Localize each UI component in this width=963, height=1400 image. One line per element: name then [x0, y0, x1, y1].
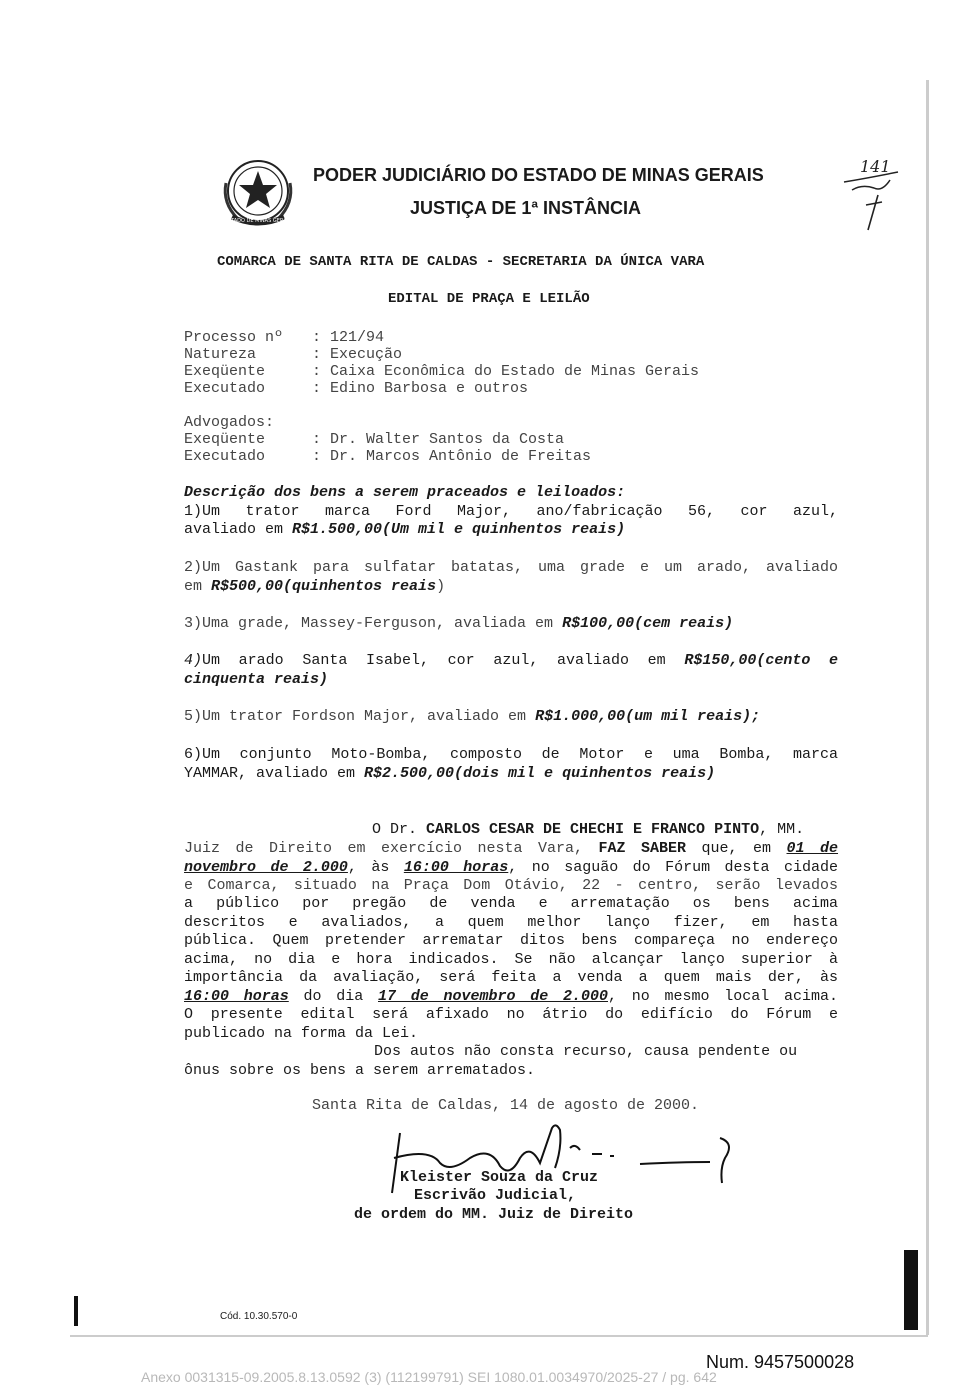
signer-order: de ordem do MM. Juiz de Direito [354, 1206, 634, 1223]
goods-item-2-suffix: ) [436, 578, 446, 595]
notice-line-11: O presente edital será afixado no átrio do edifício do Fórum e [184, 1006, 838, 1023]
notice-line-5: a público por pregão de venda e arrematação os bens acima [184, 895, 838, 912]
notice-line-1 [372, 821, 804, 838]
judge-name: CARLOS CESAR DE CHECHI E FRANCO PINTO [426, 821, 760, 838]
goods-item-4-line-1 [184, 652, 838, 671]
case-value-natureza: : Execução [312, 346, 403, 363]
goods-item-5-desc: 5)Um trator Fordson Major, avaliado em [184, 708, 536, 725]
footer-reference: Anexo 0031315-09.2005.8.13.0592 (3) (112199791) SEI 1080.01.0034970/2025-27 / pg. 642 [141, 1369, 717, 1385]
notice-line-7: pública. Quem pretender arrematar ditos bens compareça no endereço [184, 932, 838, 949]
goods-title: Descrição dos bens a serem praceados e leiloados: [184, 484, 626, 501]
document-title: EDITAL DE PRAÇA E LEILÃO [388, 291, 590, 307]
lawyer-value-exequente: : Dr. Walter Santos da Costa [312, 431, 565, 448]
goods-item-2-line-1: 2)Um Gastank para sulfatar batatas, uma grade e um arado, avaliado [184, 559, 838, 576]
case-label-natureza: Natureza [184, 346, 257, 363]
goods-item-6-line-1: 6)Um conjunto Moto-Bomba, composto de Motor e uma Bomba, marca [184, 746, 838, 763]
goods-item-6-line-2 [184, 765, 715, 782]
goods-item-3-desc: 3)Uma grade, Massey-Ferguson, avaliada em [184, 615, 563, 632]
notice-l2-c: que, em [686, 840, 787, 857]
scan-edge-right [926, 80, 929, 1335]
handwritten-page-number [838, 150, 908, 235]
goods-item-1-value: R$1.500,00(Um mil e quinhentos reais) [292, 521, 626, 538]
header-line-1: PODER JUDICIÁRIO DO ESTADO DE MINAS GERAIS [313, 165, 764, 185]
notice-line-3 [184, 859, 838, 878]
signer-role: Escrivão Judicial, [414, 1187, 577, 1204]
notice-line-6: descritos e avaliados, a quem melhor lanço fizer, em hasta [184, 914, 838, 931]
state-coat-of-arms-icon [218, 153, 298, 233]
hour-1: 16:00 horas [403, 859, 509, 876]
notice-line-14: ônus sobre os bens a serem arrematados. [184, 1062, 536, 1079]
lawyers-title: Advogados: [184, 414, 275, 431]
date-part-1: 01 de [786, 840, 839, 857]
goods-item-3-value: R$100,00(cem reais) [562, 615, 734, 632]
goods-item-4-line-2: cinquenta reais) [184, 671, 329, 688]
header-line-2: JUSTIÇA DE 1ª INSTÂNCIA [410, 198, 642, 218]
goods-item-2-prefix: em [184, 578, 212, 595]
document-number: Num. 9457500028 [706, 1352, 855, 1372]
notice-line-9: importância da avaliação, será feita a venda a quem mais der, às [184, 969, 838, 986]
case-value-exequente: : Caixa Econômica do Estado de Minas Gerais [312, 363, 700, 380]
goods-item-1-line-1: 1)Um trator marca Ford Major, ano/fabricação 56, cor azul, [184, 503, 838, 520]
goods-item-4-desc: Um arado Santa Isabel, cor azul, avaliado em [202, 652, 685, 669]
notice-line-13: Dos autos não consta recurso, causa pendente ou [374, 1043, 798, 1060]
goods-item-6-value: R$2.500,00(dois mil e quinhentos reais) [364, 765, 716, 782]
lawyer-label-exequente: Exeqüente [184, 431, 266, 448]
notice-line-4: e Comarca, situado na Praça Dom Otávio, 22 - centro, serão levados [184, 877, 838, 894]
notice-l2-a: Juiz de Direito em exercício nesta Vara, [184, 840, 599, 857]
case-label-exequente: Exeqüente [184, 363, 266, 380]
notice-l10-d: , no mesmo local acima. [608, 988, 838, 1005]
goods-item-4-num: 4) [184, 652, 203, 669]
date-part-2: novembro de 2.000 [184, 859, 348, 876]
notice-line-2 [184, 840, 838, 859]
notice-line-10 [184, 988, 838, 1007]
goods-item-5 [184, 708, 760, 725]
faz-saber: FAZ SABER [598, 840, 687, 857]
date-line: Santa Rita de Caldas, 14 de agosto de 2000. [312, 1097, 700, 1114]
case-label-executado: Executado [184, 380, 266, 397]
goods-item-5-value: R$1.000,00(um mil reais); [535, 708, 761, 725]
goods-item-6-prefix: YAMMAR, avaliado em [184, 765, 365, 782]
case-value-executado: : Edino Barbosa e outros [312, 380, 529, 397]
goods-item-1-line-2 [184, 521, 625, 538]
notice-dr-prefix: O Dr. [372, 821, 427, 838]
goods-item-1-prefix: avaliado em [184, 521, 293, 538]
lawyer-label-executado: Executado [184, 448, 266, 465]
case-value-processo: : 121/94 [312, 329, 385, 346]
notice-l3-d: , no saguão do Fórum desta cidade [508, 859, 838, 876]
scan-edge-bottom [70, 1335, 928, 1337]
date-second: 17 de novembro de 2.000 [378, 988, 608, 1005]
goods-item-3 [184, 615, 733, 632]
signer-name: Kleister Souza da Cruz [400, 1169, 599, 1186]
notice-l10-b: do dia [288, 988, 378, 1005]
lawyer-value-executado: : Dr. Marcos Antônio de Freitas [312, 448, 592, 465]
goods-item-2-value: R$500,00(quinhentos reais [211, 578, 437, 595]
notice-l3-b: , às [347, 859, 404, 876]
scan-mark-right [904, 1250, 918, 1330]
comarca-heading: COMARCA DE SANTA RITA DE CALDAS - SECRETARIA DA ÚNICA VARA [217, 254, 705, 270]
notice-line-8: acima, no dia e hora indicados. Se não alcançar lanço superior à [184, 951, 838, 968]
notice-line-12: publicado na forma da Lei. [184, 1025, 419, 1042]
notice-mm: , MM. [759, 821, 805, 838]
scan-mark-left [74, 1296, 78, 1326]
crest-text: ESTADO DE MINAS GERAIS [224, 218, 292, 224]
goods-item-2-line-2 [184, 578, 445, 595]
handwritten-page-text: 141 [860, 157, 891, 176]
case-label-processo: Processo nº [184, 329, 284, 346]
goods-item-4-value: R$150,00(cento e [684, 652, 838, 669]
hour-2: 16:00 horas [184, 988, 289, 1005]
form-code: Cód. 10.30.570-0 [220, 1311, 298, 1322]
